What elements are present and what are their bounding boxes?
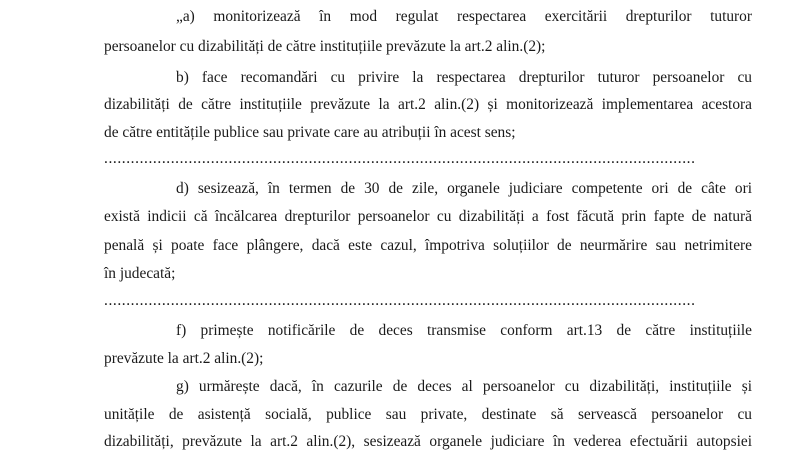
- item-g-line-3: dizabilități, prevăzute la art.2 alin.(2), sesizează organele judiciare în vederea efectuării autopsiei: [104, 433, 752, 450]
- item-d-line-2: există indicii că încălcarea drepturilor persoanelor cu dizabilități a fost făcută prin fapte de natură: [104, 208, 752, 225]
- item-g-line-2: unitățile de asistență socială, publice sau private, destinate să servească persoanelor cu: [104, 406, 752, 423]
- item-a-line-1: „a) monitorizează în mod regulat respectarea exercitării drepturilor tuturor: [176, 8, 752, 25]
- item-d-line-1: d) sesizează, în termen de 30 de zile, organele judiciare competente ori de câte ori: [176, 180, 752, 197]
- omission-dots: .....................................................................................................................................: [104, 292, 696, 309]
- item-d-line-4: în judecată;: [104, 265, 176, 282]
- item-b-line-2: dizabilități de către instituțiile prevăzute la art.2 alin.(2) și monitorizează implementarea acestora: [104, 96, 752, 113]
- item-f-line-1: f) primește notificările de deces transmise conform art.13 de către instituțiile: [176, 322, 752, 339]
- item-a-line-2: persoanelor cu dizabilități de către instituțiile prevăzute la art.2 alin.(2);: [104, 38, 546, 55]
- item-b-line-1: b) face recomandări cu privire la respectarea drepturilor tuturor persoanelor cu: [176, 69, 752, 86]
- item-f-line-2: prevăzute la art.2 alin.(2);: [104, 350, 264, 367]
- item-g-line-1: g) urmărește dacă, în cazurile de deces al persoanelor cu dizabilități, instituțiile și: [176, 378, 752, 395]
- omission-dots: .....................................................................................................................................: [104, 150, 696, 167]
- item-d-line-3: penală și poate face plângere, dacă este cazul, împotriva soluțiilor de neurmărire sau netrimitere: [104, 237, 752, 254]
- item-b-line-3: de către entitățile publice sau private care au atribuții în acest sens;: [104, 124, 516, 141]
